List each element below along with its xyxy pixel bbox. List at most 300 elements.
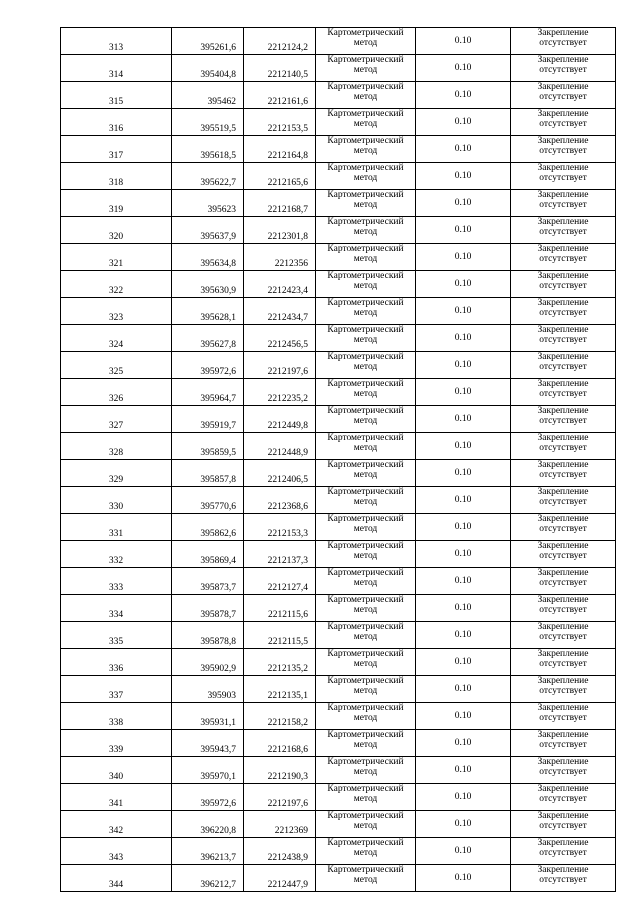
y-coordinate-cell: 2212448,9 — [244, 433, 316, 460]
fixing-line-1: Закрепление — [537, 757, 589, 767]
x-coordinate-cell: 395878,8 — [172, 622, 244, 649]
method-line-1: Картометрический — [327, 514, 404, 524]
method-line-2: метод — [353, 632, 378, 642]
point-number-cell: 319 — [61, 190, 172, 217]
fixing-line-2: отсутствует — [539, 821, 587, 831]
method-cell — [316, 244, 416, 271]
table-row — [61, 190, 616, 217]
table-row — [61, 433, 616, 460]
point-number-cell: 333 — [61, 568, 172, 595]
y-coordinate-cell: 2212135,2 — [244, 649, 316, 676]
y-coordinate-cell: 2212447,9 — [244, 865, 316, 892]
fixing-cell — [511, 28, 616, 55]
fixing-line-1: Закрепление — [537, 325, 589, 335]
point-number-cell: 313 — [61, 28, 172, 55]
x-coordinate-cell: 395618,5 — [172, 136, 244, 163]
table-row — [61, 55, 616, 82]
y-coordinate-cell: 2212137,3 — [244, 541, 316, 568]
method-line-2: метод — [353, 524, 378, 534]
fixing-line-2: отсутствует — [539, 740, 587, 750]
point-number-cell: 330 — [61, 487, 172, 514]
point-number-cell: 325 — [61, 352, 172, 379]
fixing-line-2: отсутствует — [539, 875, 587, 885]
accuracy-cell: 0.10 — [416, 136, 511, 163]
fixing-cell — [511, 487, 616, 514]
fixing-cell — [511, 190, 616, 217]
y-coordinate-cell: 2212406,5 — [244, 460, 316, 487]
table-row — [61, 703, 616, 730]
method-cell — [316, 136, 416, 163]
point-number-cell: 326 — [61, 379, 172, 406]
method-cell — [316, 460, 416, 487]
fixing-cell — [511, 433, 616, 460]
table-row — [61, 676, 616, 703]
y-coordinate-cell: 2212164,8 — [244, 136, 316, 163]
fixing-line-2: отсутствует — [539, 605, 587, 615]
method-line-1: Картометрический — [327, 28, 404, 38]
point-number-cell: 324 — [61, 325, 172, 352]
x-coordinate-cell: 395972,6 — [172, 352, 244, 379]
y-coordinate-cell: 2212127,4 — [244, 568, 316, 595]
x-coordinate-cell: 395859,5 — [172, 433, 244, 460]
method-line-2: метод — [353, 578, 378, 588]
fixing-line-2: отсутствует — [539, 389, 587, 399]
method-line-1: Картометрический — [327, 838, 404, 848]
fixing-line-2: отсутствует — [539, 308, 587, 318]
accuracy-cell: 0.10 — [416, 838, 511, 865]
coordinates-table-body — [61, 28, 616, 892]
method-line-1: Картометрический — [327, 217, 404, 227]
fixing-line-2: отсутствует — [539, 713, 587, 723]
table-row — [61, 325, 616, 352]
method-line-1: Картометрический — [327, 244, 404, 254]
y-coordinate-cell: 2212135,1 — [244, 676, 316, 703]
fixing-cell — [511, 271, 616, 298]
fixing-line-1: Закрепление — [537, 784, 589, 794]
fixing-cell — [511, 649, 616, 676]
fixing-line-1: Закрепление — [537, 703, 589, 713]
method-line-2: метод — [353, 362, 378, 372]
fixing-line-2: отсутствует — [539, 65, 587, 75]
fixing-line-1: Закрепление — [537, 541, 589, 551]
method-line-1: Картометрический — [327, 865, 404, 875]
point-number-cell: 315 — [61, 82, 172, 109]
point-number-cell: 341 — [61, 784, 172, 811]
method-line-2: метод — [353, 767, 378, 777]
fixing-line-1: Закрепление — [537, 190, 589, 200]
fixing-cell — [511, 136, 616, 163]
fixing-line-2: отсутствует — [539, 38, 587, 48]
y-coordinate-cell: 2212197,6 — [244, 784, 316, 811]
accuracy-cell: 0.10 — [416, 487, 511, 514]
table-row — [61, 730, 616, 757]
point-number-cell: 331 — [61, 514, 172, 541]
method-line-1: Картометрический — [327, 676, 404, 686]
point-number-cell: 336 — [61, 649, 172, 676]
table-row — [61, 487, 616, 514]
x-coordinate-cell: 395931,1 — [172, 703, 244, 730]
y-coordinate-cell: 2212115,5 — [244, 622, 316, 649]
method-cell — [316, 55, 416, 82]
method-line-2: метод — [353, 335, 378, 345]
fixing-cell — [511, 352, 616, 379]
method-line-1: Картометрический — [327, 325, 404, 335]
fixing-line-2: отсутствует — [539, 470, 587, 480]
method-line-2: метод — [353, 200, 378, 210]
fixing-cell — [511, 541, 616, 568]
accuracy-cell: 0.10 — [416, 568, 511, 595]
method-cell — [316, 28, 416, 55]
accuracy-cell: 0.10 — [416, 379, 511, 406]
x-coordinate-cell: 395623 — [172, 190, 244, 217]
fixing-line-1: Закрепление — [537, 649, 589, 659]
fixing-line-1: Закрепление — [537, 406, 589, 416]
table-row — [61, 622, 616, 649]
fixing-line-1: Закрепление — [537, 676, 589, 686]
y-coordinate-cell: 2212423,4 — [244, 271, 316, 298]
method-line-2: метод — [353, 119, 378, 129]
x-coordinate-cell: 395630,9 — [172, 271, 244, 298]
method-line-2: метод — [353, 551, 378, 561]
table-row — [61, 784, 616, 811]
y-coordinate-cell: 2212434,7 — [244, 298, 316, 325]
method-line-2: метод — [353, 740, 378, 750]
method-line-2: метод — [353, 173, 378, 183]
method-line-1: Картометрический — [327, 379, 404, 389]
fixing-line-1: Закрепление — [537, 109, 589, 119]
accuracy-cell: 0.10 — [416, 541, 511, 568]
accuracy-cell: 0.10 — [416, 406, 511, 433]
fixing-line-2: отсутствует — [539, 362, 587, 372]
accuracy-cell: 0.10 — [416, 730, 511, 757]
fixing-line-2: отсутствует — [539, 119, 587, 129]
fixing-line-1: Закрепление — [537, 163, 589, 173]
method-cell — [316, 514, 416, 541]
method-line-2: метод — [353, 65, 378, 75]
point-number-cell: 334 — [61, 595, 172, 622]
fixing-cell — [511, 163, 616, 190]
method-line-2: метод — [353, 470, 378, 480]
accuracy-cell: 0.10 — [416, 244, 511, 271]
x-coordinate-cell: 395869,4 — [172, 541, 244, 568]
fixing-line-1: Закрепление — [537, 82, 589, 92]
table-row — [61, 217, 616, 244]
method-cell — [316, 298, 416, 325]
y-coordinate-cell: 2212140,5 — [244, 55, 316, 82]
accuracy-cell: 0.10 — [416, 811, 511, 838]
fixing-line-2: отсутствует — [539, 254, 587, 264]
method-line-2: метод — [353, 713, 378, 723]
accuracy-cell: 0.10 — [416, 433, 511, 460]
method-line-1: Картометрический — [327, 568, 404, 578]
method-cell — [316, 406, 416, 433]
accuracy-cell: 0.10 — [416, 298, 511, 325]
method-cell — [316, 379, 416, 406]
table-row — [61, 649, 616, 676]
table-row — [61, 568, 616, 595]
point-number-cell: 342 — [61, 811, 172, 838]
fixing-cell — [511, 784, 616, 811]
method-line-1: Картометрический — [327, 55, 404, 65]
table-row — [61, 271, 616, 298]
method-cell — [316, 325, 416, 352]
accuracy-cell: 0.10 — [416, 217, 511, 244]
fixing-line-1: Закрепление — [537, 595, 589, 605]
fixing-line-1: Закрепление — [537, 271, 589, 281]
method-cell — [316, 622, 416, 649]
fixing-cell — [511, 568, 616, 595]
method-line-2: метод — [353, 146, 378, 156]
fixing-line-1: Закрепление — [537, 298, 589, 308]
method-cell — [316, 433, 416, 460]
x-coordinate-cell: 395622,7 — [172, 163, 244, 190]
method-line-2: метод — [353, 227, 378, 237]
point-number-cell: 343 — [61, 838, 172, 865]
fixing-line-1: Закрепление — [537, 730, 589, 740]
y-coordinate-cell: 2212153,5 — [244, 109, 316, 136]
fixing-line-1: Закрепление — [537, 811, 589, 821]
method-line-1: Картометрический — [327, 595, 404, 605]
method-line-1: Картометрический — [327, 649, 404, 659]
x-coordinate-cell: 395970,1 — [172, 757, 244, 784]
accuracy-cell: 0.10 — [416, 109, 511, 136]
fixing-cell — [511, 379, 616, 406]
fixing-cell — [511, 703, 616, 730]
method-cell — [316, 190, 416, 217]
fixing-cell — [511, 109, 616, 136]
table-row — [61, 28, 616, 55]
fixing-line-2: отсутствует — [539, 200, 587, 210]
fixing-cell — [511, 811, 616, 838]
y-coordinate-cell: 2212158,2 — [244, 703, 316, 730]
point-number-cell: 317 — [61, 136, 172, 163]
x-coordinate-cell: 395964,7 — [172, 379, 244, 406]
point-number-cell: 340 — [61, 757, 172, 784]
fixing-line-2: отсутствует — [539, 524, 587, 534]
fixing-cell — [511, 82, 616, 109]
accuracy-cell: 0.10 — [416, 622, 511, 649]
fixing-line-1: Закрепление — [537, 136, 589, 146]
x-coordinate-cell: 395637,9 — [172, 217, 244, 244]
fixing-line-1: Закрепление — [537, 622, 589, 632]
accuracy-cell: 0.10 — [416, 271, 511, 298]
accuracy-cell: 0.10 — [416, 514, 511, 541]
fixing-line-2: отсутствует — [539, 767, 587, 777]
method-line-1: Картометрический — [327, 271, 404, 281]
point-number-cell: 323 — [61, 298, 172, 325]
accuracy-cell: 0.10 — [416, 595, 511, 622]
fixing-line-2: отсутствует — [539, 551, 587, 561]
accuracy-cell: 0.10 — [416, 163, 511, 190]
method-line-1: Картометрический — [327, 784, 404, 794]
y-coordinate-cell: 2212197,6 — [244, 352, 316, 379]
fixing-line-2: отсутствует — [539, 281, 587, 291]
y-coordinate-cell: 2212301,8 — [244, 217, 316, 244]
x-coordinate-cell: 395878,7 — [172, 595, 244, 622]
method-line-2: метод — [353, 281, 378, 291]
table-row — [61, 865, 616, 892]
y-coordinate-cell: 2212456,5 — [244, 325, 316, 352]
point-number-cell: 316 — [61, 109, 172, 136]
x-coordinate-cell: 395903 — [172, 676, 244, 703]
x-coordinate-cell: 395770,6 — [172, 487, 244, 514]
accuracy-cell: 0.10 — [416, 82, 511, 109]
fixing-line-2: отсутствует — [539, 173, 587, 183]
accuracy-cell: 0.10 — [416, 676, 511, 703]
method-line-1: Картометрический — [327, 730, 404, 740]
method-line-1: Картометрический — [327, 811, 404, 821]
method-line-2: метод — [353, 605, 378, 615]
fixing-line-1: Закрепление — [537, 217, 589, 227]
x-coordinate-cell: 395519,5 — [172, 109, 244, 136]
fixing-line-2: отсутствует — [539, 227, 587, 237]
fixing-cell — [511, 622, 616, 649]
document-page — [60, 27, 615, 892]
fixing-cell — [511, 838, 616, 865]
fixing-line-1: Закрепление — [537, 379, 589, 389]
x-coordinate-cell: 395404,8 — [172, 55, 244, 82]
accuracy-cell: 0.10 — [416, 28, 511, 55]
table-row — [61, 109, 616, 136]
method-line-2: метод — [353, 443, 378, 453]
x-coordinate-cell: 395943,7 — [172, 730, 244, 757]
fixing-line-2: отсутствует — [539, 416, 587, 426]
fixing-cell — [511, 55, 616, 82]
point-number-cell: 314 — [61, 55, 172, 82]
method-line-2: метод — [353, 92, 378, 102]
method-line-1: Картометрический — [327, 460, 404, 470]
table-row — [61, 541, 616, 568]
fixing-cell — [511, 865, 616, 892]
y-coordinate-cell: 2212168,6 — [244, 730, 316, 757]
x-coordinate-cell: 395873,7 — [172, 568, 244, 595]
table-row — [61, 757, 616, 784]
y-coordinate-cell: 2212124,2 — [244, 28, 316, 55]
fixing-line-1: Закрепление — [537, 487, 589, 497]
accuracy-cell: 0.10 — [416, 325, 511, 352]
table-row — [61, 460, 616, 487]
method-line-2: метод — [353, 416, 378, 426]
fixing-line-2: отсутствует — [539, 848, 587, 858]
method-cell — [316, 811, 416, 838]
y-coordinate-cell: 2212368,6 — [244, 487, 316, 514]
table-row — [61, 163, 616, 190]
x-coordinate-cell: 395857,8 — [172, 460, 244, 487]
table-row — [61, 352, 616, 379]
method-line-2: метод — [353, 821, 378, 831]
point-number-cell: 329 — [61, 460, 172, 487]
y-coordinate-cell: 2212369 — [244, 811, 316, 838]
x-coordinate-cell: 395972,6 — [172, 784, 244, 811]
fixing-line-1: Закрепление — [537, 28, 589, 38]
y-coordinate-cell: 2212235,2 — [244, 379, 316, 406]
accuracy-cell: 0.10 — [416, 865, 511, 892]
method-cell — [316, 784, 416, 811]
fixing-line-2: отсутствует — [539, 686, 587, 696]
method-line-2: метод — [353, 686, 378, 696]
y-coordinate-cell: 2212165,6 — [244, 163, 316, 190]
method-cell — [316, 865, 416, 892]
fixing-line-1: Закрепление — [537, 352, 589, 362]
x-coordinate-cell: 395627,8 — [172, 325, 244, 352]
x-coordinate-cell: 395261,6 — [172, 28, 244, 55]
method-cell — [316, 703, 416, 730]
fixing-line-2: отсутствует — [539, 146, 587, 156]
method-line-1: Картометрический — [327, 541, 404, 551]
fixing-line-1: Закрепление — [537, 55, 589, 65]
method-line-2: метод — [353, 497, 378, 507]
point-number-cell: 335 — [61, 622, 172, 649]
method-line-1: Картометрический — [327, 352, 404, 362]
coordinates-table — [60, 27, 616, 892]
fixing-cell — [511, 514, 616, 541]
point-number-cell: 328 — [61, 433, 172, 460]
method-line-2: метод — [353, 389, 378, 399]
y-coordinate-cell: 2212449,8 — [244, 406, 316, 433]
point-number-cell: 344 — [61, 865, 172, 892]
fixing-line-1: Закрепление — [537, 460, 589, 470]
method-line-1: Картометрический — [327, 109, 404, 119]
accuracy-cell: 0.10 — [416, 352, 511, 379]
method-cell — [316, 541, 416, 568]
method-cell — [316, 757, 416, 784]
method-line-1: Картометрический — [327, 82, 404, 92]
x-coordinate-cell: 395462 — [172, 82, 244, 109]
x-coordinate-cell: 395628,1 — [172, 298, 244, 325]
fixing-line-2: отсутствует — [539, 578, 587, 588]
y-coordinate-cell: 2212438,9 — [244, 838, 316, 865]
fixing-line-1: Закрепление — [537, 568, 589, 578]
point-number-cell: 321 — [61, 244, 172, 271]
x-coordinate-cell: 396220,8 — [172, 811, 244, 838]
method-line-2: метод — [353, 308, 378, 318]
fixing-line-2: отсутствует — [539, 443, 587, 453]
x-coordinate-cell: 395634,8 — [172, 244, 244, 271]
method-cell — [316, 595, 416, 622]
point-number-cell: 320 — [61, 217, 172, 244]
fixing-line-2: отсутствует — [539, 497, 587, 507]
table-row — [61, 595, 616, 622]
table-row — [61, 514, 616, 541]
table-row — [61, 244, 616, 271]
method-line-1: Картометрический — [327, 298, 404, 308]
table-row — [61, 838, 616, 865]
accuracy-cell: 0.10 — [416, 190, 511, 217]
fixing-line-1: Закрепление — [537, 433, 589, 443]
method-line-2: метод — [353, 875, 378, 885]
fixing-line-1: Закрепление — [537, 244, 589, 254]
fixing-cell — [511, 325, 616, 352]
fixing-cell — [511, 460, 616, 487]
x-coordinate-cell: 395902,9 — [172, 649, 244, 676]
method-cell — [316, 352, 416, 379]
fixing-line-2: отсутствует — [539, 659, 587, 669]
fixing-line-1: Закрепление — [537, 838, 589, 848]
method-cell — [316, 82, 416, 109]
y-coordinate-cell: 2212153,3 — [244, 514, 316, 541]
method-line-1: Картометрический — [327, 757, 404, 767]
y-coordinate-cell: 2212168,7 — [244, 190, 316, 217]
accuracy-cell: 0.10 — [416, 55, 511, 82]
method-line-1: Картометрический — [327, 190, 404, 200]
method-cell — [316, 163, 416, 190]
fixing-line-2: отсутствует — [539, 335, 587, 345]
x-coordinate-cell: 396213,7 — [172, 838, 244, 865]
point-number-cell: 337 — [61, 676, 172, 703]
method-line-1: Картометрический — [327, 136, 404, 146]
fixing-cell — [511, 217, 616, 244]
method-line-2: метод — [353, 794, 378, 804]
